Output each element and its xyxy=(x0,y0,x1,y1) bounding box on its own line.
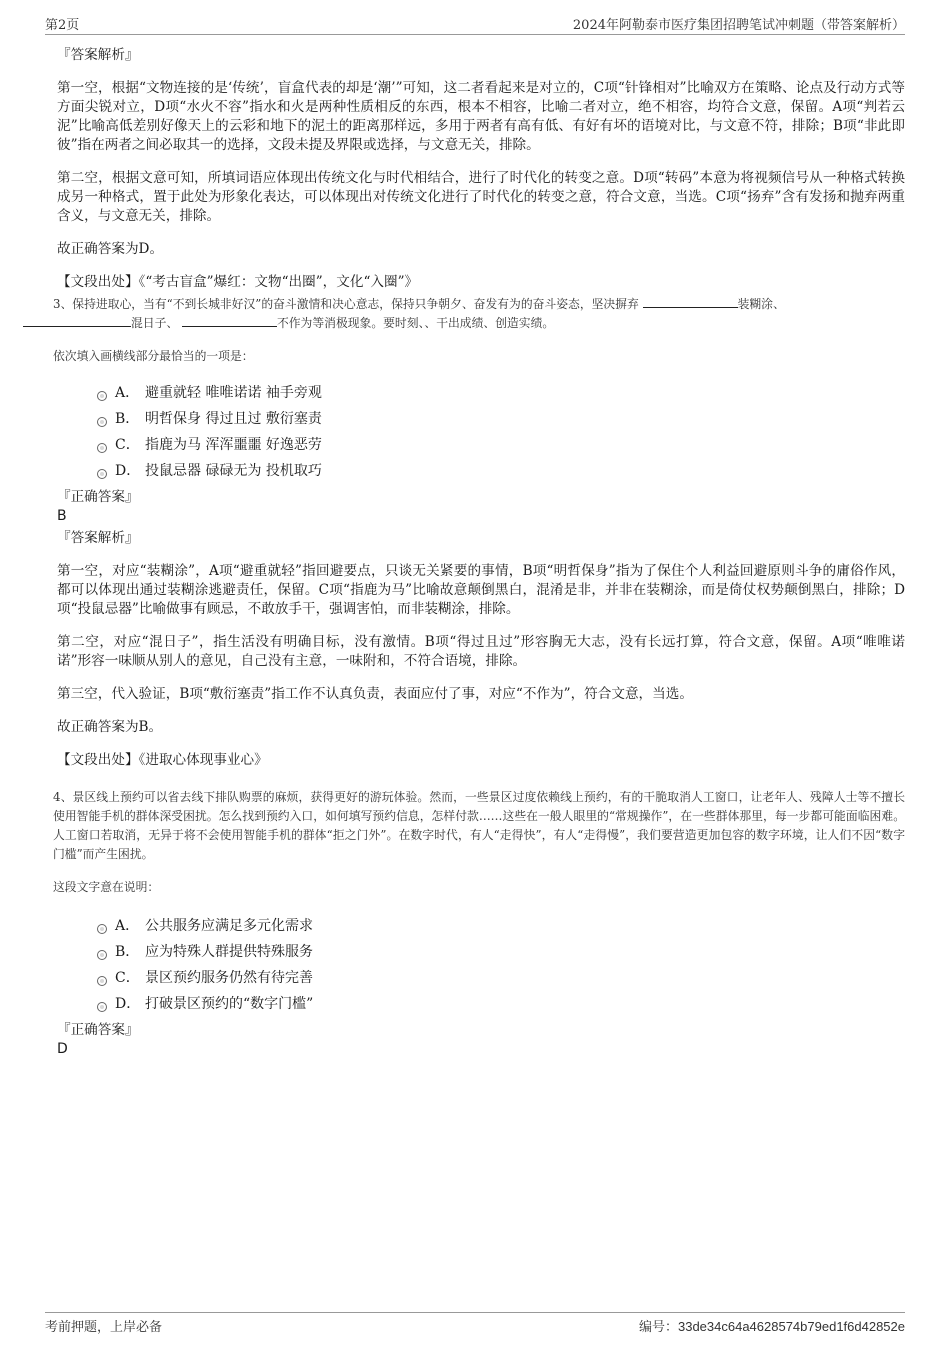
q3-prompt: 依次填入画横线部分最恰当的一项是： xyxy=(53,349,254,363)
q3-analysis-para1: 第一空，对应“装糊涂”，A项“避重就轻”指回避要点，只谈无关紧要的事情，B项“明哲保身”指为了保住个人利益回避原则斗争的庸俗作风，都可以体现出通过装糊涂逃避责任，保留。C项“指鹿为马”比喻故意颠倒黑白，混淆是非，并非在装糊涂，而是倚仗权势颠倒黑白，排除；D项“投鼠忌器”比喻做事有顾忌，不敢放手干，强调害怕，而非装糊涂，排除。 xyxy=(57,563,905,617)
q4-option-a[interactable]: A． 公共服务应满足多元化需求 xyxy=(57,915,905,941)
q3-option-a[interactable]: A． 避重就轻 唯唯诺诺 袖手旁观 xyxy=(57,382,905,408)
page-footer xyxy=(45,1312,905,1333)
q3-analysis-para2: 第二空，对应“混日子”，指生活没有明确目标，没有激情。B项“得过且过”形容胸无大志，没有长远打算，符合文意，保留。A项“唯唯诺诺”形容一味顺从别人的意见，自己没有主意，一味附和，不符合语境，排除。 xyxy=(57,634,905,669)
footer-code xyxy=(639,1316,905,1335)
page-content xyxy=(53,46,905,1062)
radio-icon[interactable] xyxy=(97,976,107,986)
q3-blank-2 xyxy=(23,314,131,327)
q3-option-d[interactable]: D． 投鼠忌器 碌碌无为 投机取巧 xyxy=(57,460,905,486)
footer-slogan: 考前押题，上岸必备 xyxy=(45,1320,163,1335)
radio-icon[interactable] xyxy=(97,417,107,427)
q3-options xyxy=(57,382,905,486)
q2-source: 【文段出处】《“考古盲盒”爆红：文物“出圈”，文化“入圈”》 xyxy=(57,274,419,290)
q4-option-b[interactable]: B． 应为特殊人群提供特殊服务 xyxy=(57,941,905,967)
q2-analysis-label: 『答案解析』 xyxy=(57,47,139,63)
page-number: 第2页 xyxy=(45,18,80,33)
radio-icon[interactable] xyxy=(97,469,107,479)
q4-prompt: 这段文字意在说明： xyxy=(53,880,160,894)
q3-option-c[interactable]: C． 指鹿为马 浑浑噩噩 好逸恶劳 xyxy=(57,434,905,460)
q3-conclusion: 故正确答案为B。 xyxy=(57,719,163,735)
q3-analysis-para3: 第三空，代入验证，B项“敷衍塞责”指工作不认真负责，表面应付了事，对应“不作为”，符合文意，当选。 xyxy=(57,686,693,702)
q2-analysis-para2: 第二空，根据文意可知，所填词语应体现出传统文化与时代相结合，进行了时代化的转变之意。D项“转码”本意为将视频信号从一种格式转换成另一种格式，置于此处为形象化表达，可以体现出对传统文化进行了时代化的转变之意，符合文意，当选。C项“扬弃”含有发扬和抛弃两重含义，与文意无关，排除。 xyxy=(57,170,905,224)
q4-answer-label: 『正确答案』 xyxy=(57,1022,139,1038)
q3-analysis-label: 『答案解析』 xyxy=(57,530,139,546)
q3-blank-3 xyxy=(182,314,277,327)
footer-code-label: 编号： xyxy=(638,1320,678,1335)
document-title: 2024年阿勒泰市医疗集团招聘笔试冲刺题（带答案解析） xyxy=(572,18,905,33)
q4-option-c[interactable]: C． 景区预约服务仍然有待完善 xyxy=(57,967,905,993)
q2-analysis-para1: 第一空，根据“文物连接的是‘传统’，盲盒代表的却是‘潮’”可知，这二者看起来是对立的，C项“针锋相对”比喻双方在策略、论点及行动方式等方面尖锐对立，D项“水火不容”指水和火是两种性质相反的东西，根本不相容，比喻二者对立，绝不相容，均符合文意，保留。A项“判若云泥”比喻高低差别好像天上的云彩和地下的泥土的距离那样远，多用于两者有高有低、有好有坏的语境对比，与文意不符，排除；B项“非此即彼”指在两者之间必取其一的选择，文段未提及界限或选择，与文意无关，排除。 xyxy=(57,80,905,153)
radio-icon[interactable] xyxy=(97,1002,107,1012)
q3-stem: 3、保持进取心，当有“不到长城非好汉”的奋斗激情和决心意志，保持只争朝夕、奋发有为的奋斗姿态，坚决摒弃 装糊涂、 混日子、 不作为等消极现象。要时刻、、干出成绩、创造实绩。 xyxy=(53,295,905,333)
page-header xyxy=(45,12,905,35)
q4-option-d[interactable]: D． 打破景区预约的“数字门槛” xyxy=(57,993,905,1019)
q4-stem: 4、景区线上预约可以省去线下排队购票的麻烦，获得更好的游玩体验。然而，一些景区过度依赖线上预约，有的干脆取消人工窗口，让老年人、残障人士等不擅长使用智能手机的群体深受困扰。怎么找到预约入口，如何填写预约信息，怎样付款……这些在一般人眼里的“常规操作”，在一些群体那里，每一步都可能面临困难。人工窗口若取消，无异于将不会使用智能手机的群体“拒之门外”。在数字时代，有人“走得快”，有人“走得慢”，我们要营造更加包容的数字环境，让人们不因“数字门槛”而产生困扰。 xyxy=(53,790,905,861)
q3-option-b[interactable]: B． 明哲保身 得过且过 敷衍塞责 xyxy=(57,408,905,434)
radio-icon[interactable] xyxy=(97,443,107,453)
q3-answer-label: 『正确答案』 xyxy=(57,489,139,505)
footer-code-value: 33de34c64a4628574b79ed1f6d42852e xyxy=(677,1319,905,1334)
radio-icon[interactable] xyxy=(97,391,107,401)
radio-icon[interactable] xyxy=(97,924,107,934)
q4-answer: D xyxy=(57,1041,68,1057)
q3-blank-1 xyxy=(643,295,738,308)
radio-icon[interactable] xyxy=(97,950,107,960)
q3-answer: B xyxy=(57,508,67,524)
q3-source: 【文段出处】《进取心体现事业心》 xyxy=(57,752,268,768)
q2-conclusion: 故正确答案为D。 xyxy=(57,241,164,257)
q4-options xyxy=(57,915,905,1019)
